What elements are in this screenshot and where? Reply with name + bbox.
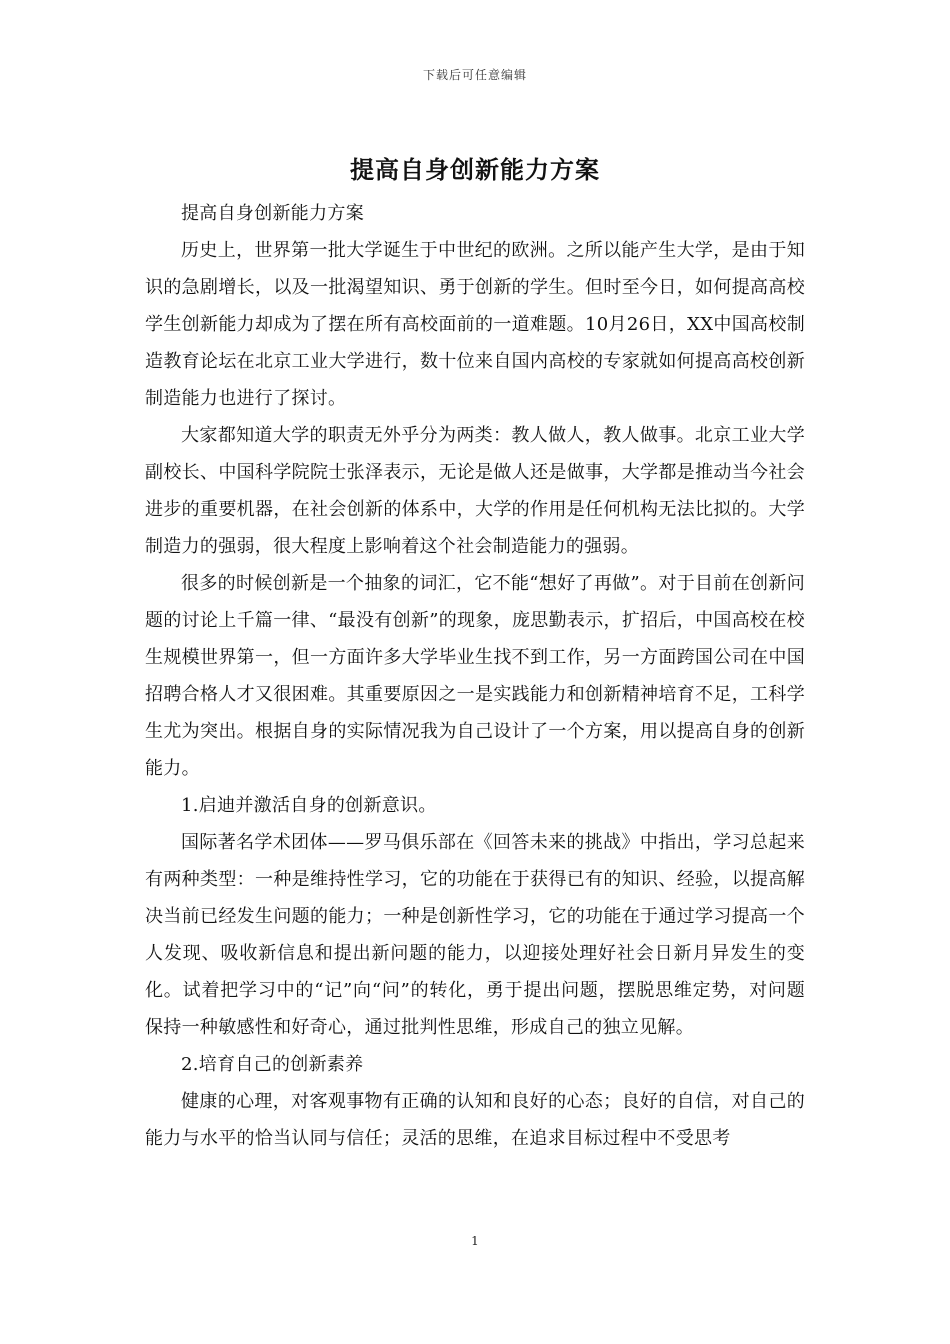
section-heading-2: 2.培育自己的创新素养 — [181, 1054, 364, 1075]
paragraph-history: 历史上，世界第一批大学诞生于中世纪的欧洲。之所以能产生大学，是由于知识的急剧增长，以及一批渴望知识、勇于创新的学生。但时至今日，如何提高高校学生创新能力却成为了摆在所有高校面前的一道难题。10月26日，XX中国高校制造教育论坛在北京工业大学进行，数十位来自国内高校的专家就如何提高高校创新制造能力也进行了探讨。 — [145, 240, 805, 409]
document-title: 提高自身创新能力方案 — [350, 155, 600, 184]
document-body — [145, 195, 805, 1157]
paragraph-innovation-concept: 很多的时候创新是一个抽象的词汇，它不能“想好了再做”。对于目前在创新问题的讨论上千篇一律、“最没有创新”的现象，庞思勤表示，扩招后，中国高校在校生规模世界第一，但一方面许多大学毕业生找不到工作，另一方面跨国公司在中国招聘合格人才又很困难。其重要原因之一是实践能力和创新精神培育不足，工科学生尤为突出。根据自身的实际情况我为自己设计了一个方案，用以提高自身的创新能力。 — [145, 573, 805, 779]
paragraph-subtitle: 提高自身创新能力方案 — [181, 203, 364, 224]
paragraph-learning-types: 国际著名学术团体——罗马俱乐部在《回答未来的挑战》中指出，学习总起来有两种类型：一种是维持性学习，它的功能在于获得已有的知识、经验，以提高解决当前已经发生问题的能力；一种是创新性学习，它的功能在于通过学习提高一个人发现、吸收新信息和提出新问题的能力，以迎接处理好社会日新月异发生的变化。试着把学习中的“记”向“问”的转化，勇于提出问题，摆脱思维定势，对问题保持一种敏感性和好奇心，通过批判性思维，形成自己的独立见解。 — [145, 832, 805, 1038]
paragraph-innovation-qualities: 健康的心理，对客观事物有正确的认知和良好的心态；良好的自信，对自己的能力与水平的恰当认同与信任；灵活的思维，在追求目标过程中不受思考 — [145, 1091, 805, 1149]
page-number: 1 — [471, 1234, 479, 1248]
section-heading-1: 1.启迪并激活自身的创新意识。 — [181, 795, 437, 816]
paragraph-university-duty: 大家都知道大学的职责无外乎分为两类：教人做人，教人做事。北京工业大学副校长、中国科学院院士张泽表示，无论是做人还是做事，大学都是推动当今社会进步的重要机器，在社会创新的体系中，大学的作用是任何机构无法比拟的。大学制造力的强弱，很大程度上影响着这个社会制造能力的强弱。 — [145, 425, 805, 557]
header-note: 下载后可任意编辑 — [422, 68, 527, 82]
